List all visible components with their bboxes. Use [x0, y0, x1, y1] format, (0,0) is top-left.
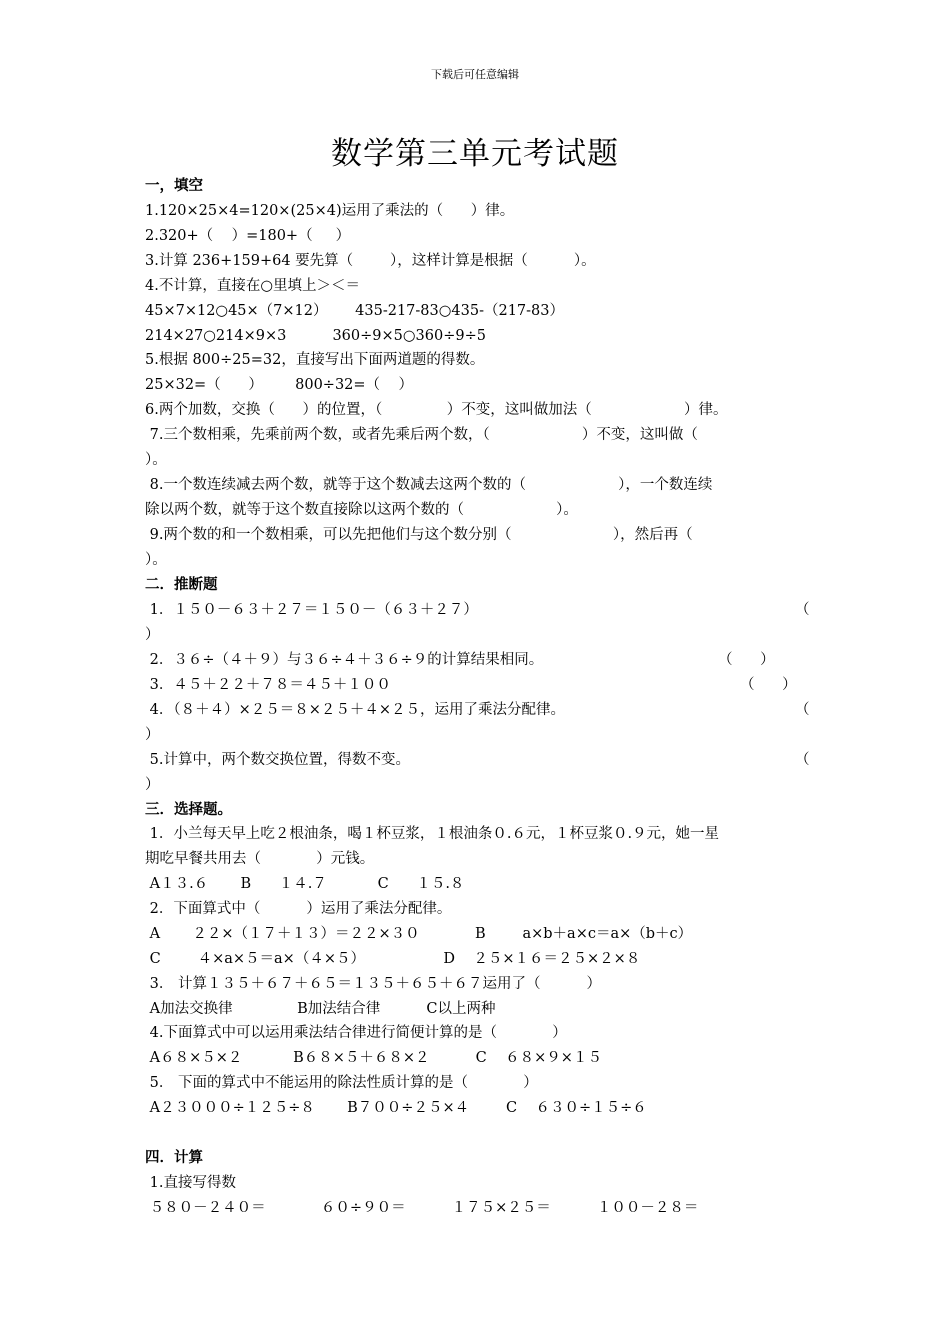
- question-line: 5.计算中，两个数交换位置，得数不变。: [145, 752, 410, 768]
- question-line: 5.根据 800÷25=32，直接写出下面两道题的得数。: [145, 352, 485, 368]
- question-line: 7.三个数相乘，先乘前两个数，或者先乘后两个数，（ ）不变，这叫做（: [145, 427, 698, 443]
- question-line: ）: [145, 727, 160, 743]
- page-header: 下载后可任意编辑: [431, 68, 519, 81]
- question-line: 1.直接写得数: [145, 1175, 236, 1191]
- question-line: 1．１５０－６３＋２７＝１５０－（６３＋２７）: [145, 602, 478, 618]
- answer-bracket: （ ）: [740, 677, 797, 693]
- question-line: ５８０－２４０＝ ６０÷９０＝ １７５×２５＝ １００－２８＝: [145, 1200, 699, 1216]
- question-line: ）: [145, 777, 160, 793]
- question-line: 1.120×25×4=120×(25×4)运用了乘法的（ ）律。: [145, 203, 515, 219]
- question-line: ）。: [145, 452, 167, 468]
- question-line: 25×32=（ ） 800÷32=（ ）: [145, 377, 413, 393]
- question-line: 3．４５＋２２＋７８＝４５＋１００: [145, 677, 391, 693]
- question-line: 5． 下面的算式中不能运用的除法性质计算的是（ ）: [145, 1075, 538, 1091]
- question-line: 2.320+（ ）=180+（ ）: [145, 228, 351, 244]
- question-line: 期吃早餐共用去（ ）元钱。: [145, 851, 375, 867]
- question-line: ）: [145, 627, 160, 643]
- question-line: 2．３６÷（４＋９）与３６÷４＋３６÷９的计算结果相同。: [145, 652, 544, 668]
- question-line: 4.不计算，直接在○里填上＞＜＝: [145, 278, 360, 294]
- option-line: A加法交换律 B加法结合律 C以上两种: [145, 1001, 496, 1017]
- option-line: A２３０００÷１２５÷８ B７００÷２５×４ C ６３０÷１５÷６: [145, 1100, 647, 1116]
- question-line: 3． 计算１３５＋６７＋６５＝１３５＋６５＋６７运用了（ ）: [145, 976, 602, 992]
- question-line: 3.计算 236+159+64 要先算（ ），这样计算是根据（ ）。: [145, 253, 596, 269]
- page-title: 数学第三单元考试题: [331, 136, 619, 172]
- question-line: 1．小兰每天早上吃２根油条，喝１杯豆浆，１根油条０.６元，１杯豆浆０.９元，她一星: [145, 826, 720, 842]
- question-line: 2．下面算式中（ ）运用了乘法分配律。: [145, 901, 452, 917]
- section-heading: 四．计算: [145, 1149, 203, 1166]
- question-line: 4．（８＋４）×２５＝８×２５＋４×２５，运用了乘法分配律。: [145, 702, 566, 718]
- question-line: 8.一个数连续减去两个数，就等于这个数减去这两个数的（ ），一个数连续: [145, 477, 713, 493]
- answer-bracket: （ ）: [718, 652, 775, 668]
- question-line: 9.两个数的和一个数相乘，可以先把他们与这个数分别（ ），然后再（: [145, 527, 693, 543]
- question-line: 45×7×12○45×（7×12） 435-217-83○435-（217-83）: [145, 303, 565, 319]
- section-heading: 二．推断题: [145, 576, 218, 593]
- section-heading: 三．选择题。: [145, 801, 232, 818]
- question-line: ）。: [145, 552, 167, 568]
- answer-bracket: （: [795, 752, 810, 768]
- question-line: 6.两个加数，交换（ ）的位置，（ ）不变，这叫做加法（ ）律。: [145, 402, 728, 418]
- option-line: C ４×a×５＝a×（４×５） D ２５×１６＝２５×２×８: [145, 951, 641, 967]
- answer-bracket: （: [795, 602, 810, 618]
- question-line: 4.下面算式中可以运用乘法结合律进行简便计算的是（ ）: [145, 1025, 567, 1041]
- section-heading: 一，填空: [145, 177, 203, 194]
- question-line: 214×27○214×9×3 360÷9×5○360÷9÷5: [145, 328, 486, 344]
- option-line: A ２２×（１７＋１３）＝２２×３０ B a×b＋a×c＝a×（b＋c）: [145, 926, 693, 942]
- option-line: A１３.６ B １４.７ C １５.８: [145, 876, 465, 892]
- answer-bracket: （: [795, 702, 810, 718]
- question-line: 除以两个数，就等于这个数直接除以这两个数的（ ）。: [145, 502, 578, 518]
- option-line: A６８×５×２ B６８×５＋６８×２ C ６８×９×１５: [145, 1050, 602, 1066]
